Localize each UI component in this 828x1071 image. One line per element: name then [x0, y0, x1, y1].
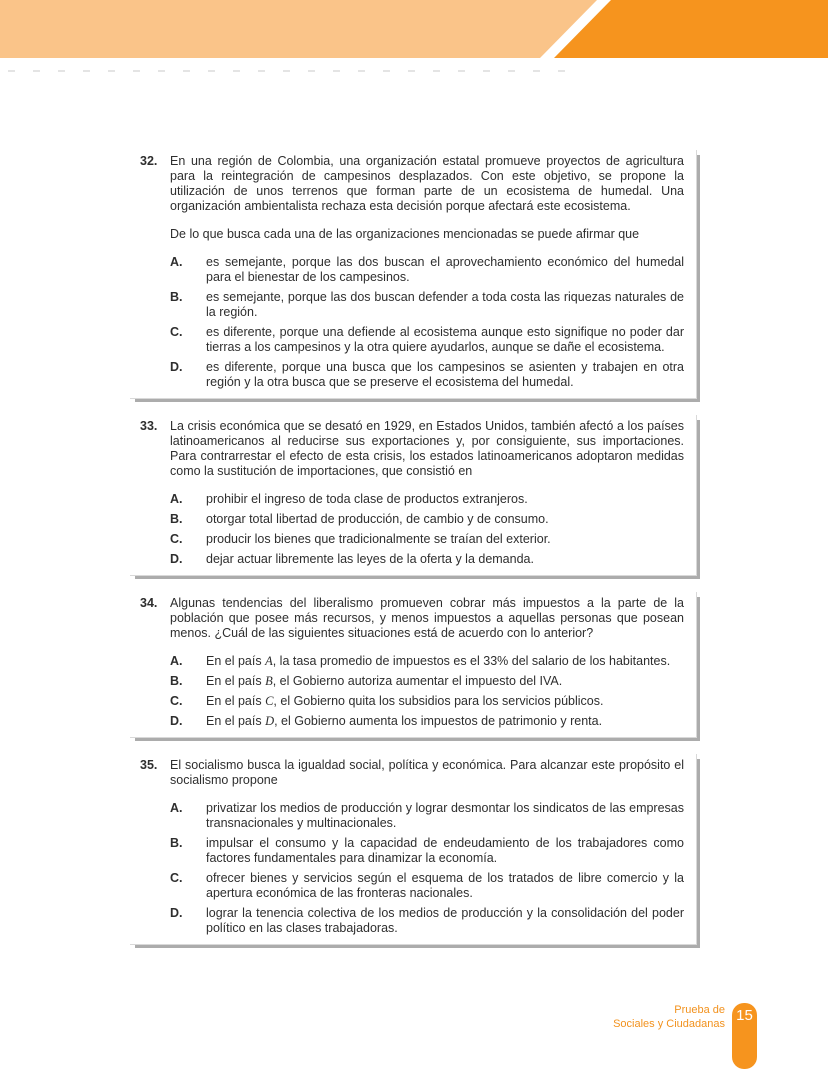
option-row	[170, 492, 684, 507]
option-text: es diferente, porque una busca que los campesinos se asienten y trabajen en otra región y la otra busca que se preserve el ecosistema del humedal.	[206, 360, 684, 389]
options-list	[170, 255, 684, 390]
option-text: lograr la tenencia colectiva de los medios de producción y la consolidación del poder político en las clases trabajadoras.	[206, 906, 684, 935]
option-letter: D.	[170, 906, 183, 920]
option-text: es semejante, porque las dos buscan defender a toda costa las riquezas naturales de la región.	[206, 290, 684, 319]
option-row	[170, 325, 684, 355]
options-list	[170, 492, 684, 567]
option-text-pre: En el país	[206, 654, 266, 668]
question-box-33	[130, 415, 697, 576]
option-row	[170, 360, 684, 390]
question-paragraph: Algunas tendencias del liberalismo promueven cobrar más impuestos a la parte de la población que posee más recursos, y menos impuestos a aquellas personas que posean menos. ¿Cuál de las siguientes situaciones está de acuerdo con lo anterior?	[170, 596, 684, 640]
question-paragraph: La crisis económica que se desató en 1929, en Estados Unidos, también afectó a los países latinoamericanos al reducirse sus exportaciones y, por consiguiente, sus importaciones. Para contrarrestar el efecto de esta crisis, los estados latinoamericanos adoptaron medidas como la sustitución de importaciones, que consistió en	[170, 419, 684, 478]
option-text: es diferente, porque una defiende al ecosistema aunque esto signifique no poder dar tierras a los campesinos y la otra quiere ayudarlos, aunque se dañe el ecosistema.	[206, 325, 684, 354]
question-number: 34.	[140, 596, 158, 610]
option-row	[170, 871, 684, 901]
question-paragraph: El socialismo busca la igualdad social, política y económica. Para alcanzar este propósito el socialismo propone	[170, 758, 684, 787]
option-text	[206, 674, 684, 689]
question-box-35	[130, 754, 697, 945]
option-text: producir los bienes que tradicionalmente se traían del exterior.	[206, 532, 551, 546]
page-number: 15	[736, 1007, 753, 1024]
question-paragraph: En una región de Colombia, una organización estatal promueve proyectos de agricultura para la reintegración de campesinos desplazados. Con este objetivo, se propone la utilización de unos terrenos que forman parte de un ecosistema de humedal. Una organización ambientalista rechaza esta decisión porque afectará este ecosistema.	[170, 154, 684, 213]
option-text-pre: En el país	[206, 674, 266, 688]
dashed-separator	[8, 70, 568, 72]
option-row	[170, 694, 684, 709]
footer-test-name	[613, 1004, 725, 1031]
option-text-post: , la tasa promedio de impuestos es el 33% del salario de los habitantes.	[272, 654, 671, 668]
country-variable: B	[265, 674, 273, 688]
header-accent-shape	[0, 0, 828, 58]
question-number: 33.	[140, 419, 158, 433]
option-text: otorgar total libertad de producción, de cambio y de consumo.	[206, 512, 549, 526]
option-letter: D.	[170, 360, 183, 374]
option-text-pre: En el país	[206, 714, 266, 728]
option-text: prohibir el ingreso de toda clase de productos extranjeros.	[206, 492, 528, 506]
footer-test-name-line1: Prueba de	[674, 1004, 725, 1016]
option-letter: C.	[170, 694, 183, 708]
questions-area	[130, 150, 697, 961]
option-row	[170, 836, 684, 866]
option-text-pre: En el país	[206, 694, 266, 708]
option-text	[206, 714, 684, 729]
option-row	[170, 674, 684, 689]
option-letter: C.	[170, 532, 183, 546]
option-letter: A.	[170, 492, 183, 506]
footer-test-name-line2: Sociales y Ciudadanas	[613, 1017, 725, 1030]
option-letter: B.	[170, 674, 183, 688]
option-text: es semejante, porque las dos buscan el aprovechamiento económico del humedal para el bienestar de los campesinos.	[206, 255, 684, 284]
option-letter: B.	[170, 290, 183, 304]
option-row	[170, 532, 684, 547]
option-row	[170, 714, 684, 729]
option-text-post: , el Gobierno autoriza aumentar el impuesto del IVA.	[272, 674, 563, 688]
question-box-32	[130, 150, 697, 399]
option-row	[170, 255, 684, 285]
page-number-tab	[732, 1003, 757, 1069]
option-text-post: , el Gobierno quita los subsidios para los servicios públicos.	[273, 694, 604, 708]
question-box-34	[130, 592, 697, 738]
option-letter: C.	[170, 325, 183, 339]
option-row	[170, 801, 684, 831]
options-list	[170, 654, 684, 729]
country-variable: D	[265, 714, 275, 728]
option-text-post: , el Gobierno aumenta los impuestos de patrimonio y renta.	[274, 714, 603, 728]
country-variable: A	[265, 654, 273, 668]
option-row	[170, 906, 684, 936]
question-paragraph: De lo que busca cada una de las organizaciones mencionadas se puede afirmar que	[170, 227, 640, 241]
question-number: 35.	[140, 758, 158, 772]
option-letter: D.	[170, 714, 183, 728]
option-row	[170, 512, 684, 527]
option-text: privatizar los medios de producción y lograr desmontar los sindicatos de las empresas transnacionales y multinacionales.	[206, 801, 684, 830]
option-letter: B.	[170, 836, 183, 850]
header-band	[0, 0, 828, 58]
option-row	[170, 290, 684, 320]
question-number: 32.	[140, 154, 158, 168]
option-letter: B.	[170, 512, 183, 526]
option-text	[206, 694, 684, 709]
option-letter: A.	[170, 255, 183, 269]
options-list	[170, 801, 684, 936]
option-letter: A.	[170, 801, 183, 815]
country-variable: C	[265, 694, 274, 708]
option-letter: D.	[170, 552, 183, 566]
option-text: impulsar el consumo y la capacidad de endeudamiento de los trabajadores como factores fundamentales para dinamizar la economía.	[206, 836, 684, 865]
option-text: ofrecer bienes y servicios según el esquema de los tratados de libre comercio y la apertura económica de las fronteras nacionales.	[206, 871, 684, 900]
option-text	[206, 654, 684, 669]
option-row	[170, 654, 684, 669]
option-text: dejar actuar libremente las leyes de la oferta y la demanda.	[206, 552, 534, 566]
option-letter: A.	[170, 654, 183, 668]
option-letter: C.	[170, 871, 183, 885]
option-row	[170, 552, 684, 567]
